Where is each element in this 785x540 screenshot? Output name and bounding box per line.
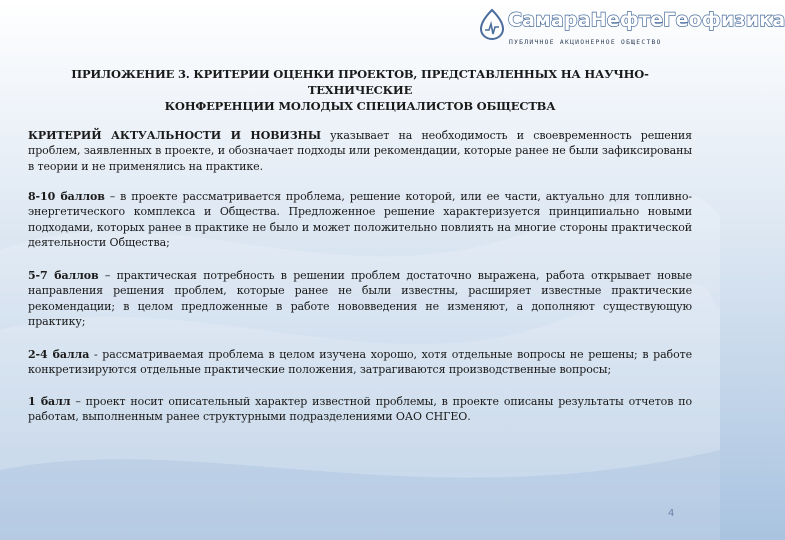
score-description: – практическая потребность в решении проблем достаточно выражена, работа открывает новые направления решения проблем, которые ранее не были известны, расширяет известные практические рекомендации; в целом предложенные в работе нововведения не изменяют, а дополняют существующую практику; — [28, 269, 692, 328]
oil-drop-logo-icon — [478, 8, 508, 40]
score-description: – проект носит описательный характер известной проблемы, в проекте описаны результаты отчетов по работам, выполненным ранее структурными подразделениями ОАО СНГЕО. — [28, 395, 692, 424]
score-range: 2-4 балла — [28, 348, 90, 361]
criterion-text: указывает на необходимость и своевременность решения проблем, заявленных в проекте, и обозначает подходы или рекомендации, которые ранее не были зафиксированы в теории и не применялись на практике. — [28, 129, 692, 173]
page-title — [28, 66, 692, 114]
score-level-1 — [28, 394, 692, 425]
score-level-8-10 — [28, 189, 692, 250]
page-title-line-2: КОНФЕРЕНЦИИ МОЛОДЫХ СПЕЦИАЛИСТОВ ОБЩЕСТВА — [164, 99, 556, 113]
score-level-2-4 — [28, 347, 692, 378]
score-range: 5-7 баллов — [28, 269, 99, 282]
score-level-5-7 — [28, 268, 692, 329]
criterion-description — [28, 128, 692, 174]
score-range: 8-10 баллов — [28, 190, 105, 203]
page-number: 4 — [668, 508, 675, 519]
logo-subtitle: ПУБЛИЧНОЕ АКЦИОНЕРНОЕ ОБЩЕСТВО — [509, 39, 662, 46]
score-description: – в проекте рассматривается проблема, решение которой, или ее части, актуально для топливно-энергетического комплекса и Общества. Предложенное решение характеризуется принципиально новыми подходами, которых ранее в практике не было и может положительно повлиять на многие стороны практической деятельности Общества; — [28, 190, 692, 249]
page-title-line-1: ПРИЛОЖЕНИЕ 3. КРИТЕРИИ ОЦЕНКИ ПРОЕКТОВ, ПРЕДСТАВЛЕННЫХ НА НАУЧНО-ТЕХНИЧЕСКИЕ — [71, 67, 649, 97]
criterion-name: КРИТЕРИЙ АКТУАЛЬНОСТИ И НОВИЗНЫ — [28, 129, 321, 142]
score-range: 1 балл — [28, 395, 71, 408]
company-logo — [478, 6, 785, 52]
logo-company-name: СамараНефтеГеофизика — [508, 9, 785, 31]
score-description: - рассматриваемая проблема в целом изучена хорошо, хотя отдельные вопросы не решены; в работе конкретизируются отдельные практические положения, затрагиваются производственные вопросы; — [28, 348, 692, 377]
